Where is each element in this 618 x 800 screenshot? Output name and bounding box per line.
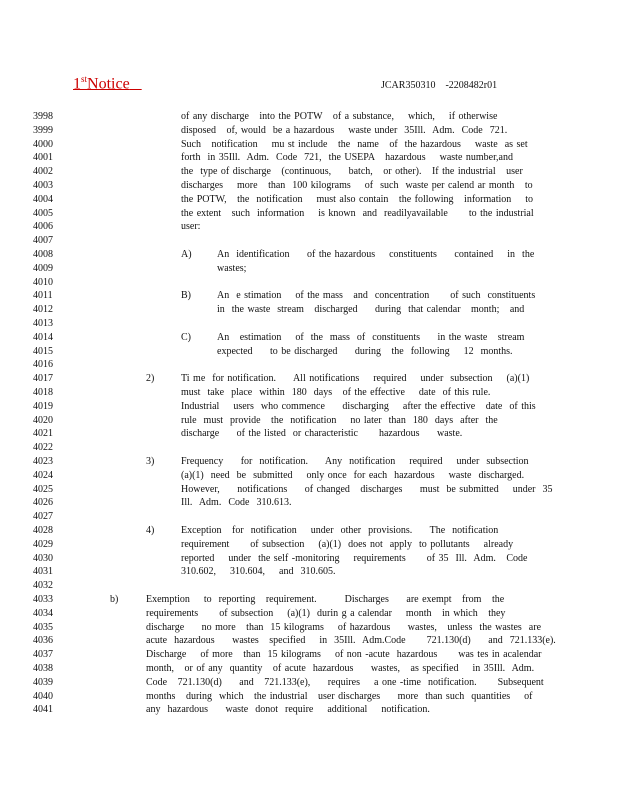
section-line: any hazardous waste donot require additional notification.: [146, 704, 430, 716]
item-label-2: 2): [146, 373, 155, 385]
item-line: (a)(1) need be submitted only once for each hazardous waste discharged.: [181, 469, 525, 481]
line-number: 4012: [33, 304, 53, 316]
line-number: 4037: [33, 649, 53, 661]
paragraph-line: forth in 35Ill. Adm. Code 721, the USEPA hazardous waste number,and: [181, 152, 513, 164]
line-number: 4014: [33, 331, 53, 343]
item-line: However, notifications of changed discharges must be submitted under 35: [181, 483, 553, 495]
line-number: 4001: [33, 152, 53, 164]
item-line: 310.602, 310.604, and 310.605.: [181, 566, 336, 578]
line-number: 4009: [33, 262, 53, 274]
line-number: 4005: [33, 207, 53, 219]
item-label-3: 3): [146, 456, 155, 467]
item-line: reported under the self -monitoring requirements of 35 Ill. Adm. Code: [181, 552, 528, 564]
line-number: 4025: [33, 483, 53, 495]
subitem-label-c: C): [181, 331, 191, 343]
notice-ordinal-suffix: st: [81, 74, 88, 84]
line-number: 4022: [33, 442, 53, 454]
subitem-line: expected to be discharged during the following 12 months.: [217, 345, 513, 357]
line-number: 4041: [33, 704, 53, 716]
section-line: Exemption to reporting requirement. Discharges are exempt from the: [146, 594, 505, 605]
line-number: 4018: [33, 387, 53, 398]
line-number: 4031: [33, 566, 53, 578]
subitem-line: An e stimation of the mass and concentration of such constituents: [217, 290, 536, 302]
section-line: Discharge of more than 15 kilograms of non -acute hazardous was tes in acalendar: [146, 649, 542, 661]
section-line: month, or of any quantity of acute hazardous wastes, as specified in 35Ill. Adm.: [146, 663, 535, 674]
line-number: 4007: [33, 235, 53, 247]
section-line: discharge no more than 15 kilograms of hazardous wastes, unless the wastes are: [146, 621, 542, 633]
notice-word: Notice: [87, 75, 130, 93]
section-line: requirements of subsection (a)(1) durin g a calendar month in which they: [146, 607, 506, 619]
line-number: 4004: [33, 193, 53, 205]
line-number: 4003: [33, 180, 53, 191]
section-line: acute hazardous wastes specified in 35Ill. Adm.Code 721.130(d) and 721.133(e).: [146, 635, 556, 647]
line-number: 4008: [33, 249, 53, 260]
line-number: 4040: [33, 690, 53, 702]
item-line: requirement of subsection (a)(1) does not apply to pollutants already: [181, 538, 514, 550]
item-line: Ti me for notification. All notifications required under subsection (a)(1): [181, 373, 530, 385]
section-line: months during which the industrial user discharges more than such quantities of: [146, 690, 533, 702]
line-number: 4033: [33, 594, 53, 605]
line-number: 4032: [33, 580, 53, 592]
line-number: 4020: [33, 414, 53, 426]
line-number: 4019: [33, 400, 53, 412]
subitem-label-a: A): [181, 249, 192, 260]
section-line: Code 721.130(d) and 721.133(e), requires a one -time notification. Subsequent: [146, 676, 544, 688]
line-number: 4006: [33, 221, 53, 233]
paragraph-line: disposed of, would be a hazardous waste under 35Ill. Adm. Code 721.: [181, 124, 508, 136]
line-number: 4034: [33, 607, 53, 619]
paragraph-line: the POTW, the notification must also contain the following information to: [181, 193, 534, 205]
line-number: 4013: [33, 318, 53, 329]
subitem-label-b: B): [181, 290, 191, 302]
line-number: 4035: [33, 621, 53, 633]
item-line: Industrial users who commence discharging after the effective date of this: [181, 400, 536, 412]
item-line: must take place within 180 days of the effective date of this rule.: [181, 387, 491, 398]
line-number: 4000: [33, 138, 53, 150]
line-number: 4030: [33, 552, 53, 564]
subitem-line: An identification of the hazardous constituents contained in the: [217, 249, 535, 260]
paragraph-line: of any discharge into the POTW of a substance, which, if otherwise: [181, 111, 498, 122]
line-number: 4027: [33, 511, 53, 523]
line-number: 4029: [33, 538, 53, 550]
line-number: 4017: [33, 373, 53, 385]
line-number: 4015: [33, 345, 53, 357]
paragraph-line: the type of discharge (continuous, batch, or other). If the industrial user: [181, 166, 523, 178]
line-number: 4011: [33, 290, 53, 302]
line-number: 4024: [33, 469, 53, 481]
paragraph-line: the extent such information is known and readilyavailable to the industrial: [181, 207, 534, 219]
line-number: 4010: [33, 276, 53, 288]
line-number: 3998: [33, 111, 53, 122]
item-line: Exception for notification under other provisions. The notification: [181, 525, 499, 536]
line-number: 4016: [33, 359, 53, 371]
paragraph-line: discharges more than 100 kilograms of such waste per calend ar month to: [181, 180, 533, 191]
subitem-line: in the waste stream discharged during that calendar month; and: [217, 304, 525, 316]
line-number: 4028: [33, 525, 53, 536]
item-line: rule must provide the notification no later than 180 days after the: [181, 414, 498, 426]
line-number: 4026: [33, 497, 53, 509]
item-line: Ill. Adm. Code 310.613.: [181, 497, 292, 509]
line-number: 4038: [33, 663, 53, 674]
notice-number: 1: [73, 75, 81, 93]
paragraph-line: Such notification mu st include the name of the hazardous waste as set: [181, 138, 528, 150]
subitem-line: An estimation of the mass of constituents in the waste stream: [217, 331, 525, 343]
jcar-code: JCAR350310 -2208482r01: [381, 80, 498, 91]
notice-heading: [73, 74, 142, 93]
section-label-b: b): [110, 594, 119, 605]
line-number: 4039: [33, 676, 53, 688]
line-number: 4036: [33, 635, 53, 647]
item-line: Frequency for notification. Any notification required under subsection: [181, 456, 529, 467]
subitem-line: wastes;: [217, 262, 247, 274]
paragraph-line: user:: [181, 221, 201, 233]
item-line: discharge of the listed or characteristic hazardous waste.: [181, 428, 463, 440]
item-label-4: 4): [146, 525, 155, 536]
line-number: 3999: [33, 124, 53, 136]
line-number: 4002: [33, 166, 53, 178]
line-number: 4021: [33, 428, 53, 440]
line-number: 4023: [33, 456, 53, 467]
